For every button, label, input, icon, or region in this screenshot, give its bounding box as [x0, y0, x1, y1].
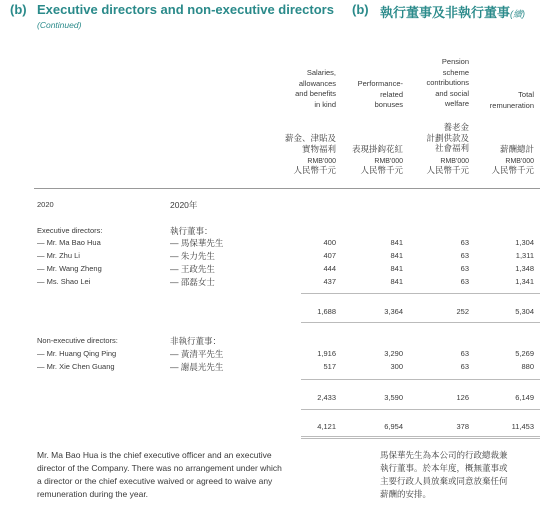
grand-total-bottom-line-2: [301, 438, 540, 439]
col3-header-en: Pension scheme contributions and social welfare: [426, 57, 469, 108]
nonexec-subtotal-bottom-divider: [301, 409, 540, 410]
section-title-en: Executive directors and non-executive directors: [37, 2, 334, 17]
section-marker-cn: (b): [352, 2, 369, 17]
exec-row-pension: 63: [460, 238, 469, 247]
nonexec-row-total: 5,269: [515, 349, 534, 358]
exec-row-bonus: 841: [390, 251, 403, 260]
exec-row-salary: 407: [323, 251, 336, 260]
exec-row-name-en: — Ms. Shao Lei: [37, 277, 91, 286]
col3-header-cn: 養老金 計劃供款及 社會福利: [426, 122, 469, 153]
exec-row-name-cn: — 王政先生: [170, 264, 215, 274]
nonexec-row-pension: 63: [460, 349, 469, 358]
exec-subtotal-total: 5,304: [515, 307, 534, 316]
nonexec-row-name-en: — Mr. Huang Qing Ping: [37, 349, 117, 358]
exec-subtotal-bonus: 3,364: [384, 307, 403, 316]
nonexec-subtotal-pension: 126: [456, 393, 469, 402]
year-en: 2020: [37, 200, 54, 209]
col1-header-cn: 薪金、津貼及 實物福利: [284, 133, 336, 154]
exec-row-name-en: — Mr. Ma Bao Hua: [37, 238, 101, 247]
section-title-cn: [380, 2, 525, 21]
exec-row-name-cn: — 朱力先生: [170, 251, 215, 261]
footnote-en: Mr. Ma Bao Hua is the chief executive officer and an executive director of the Company. There was no arrangement under which a director or the chief executive waived or agreed to waive any remuneration during the year.: [37, 450, 282, 499]
col2-header-cn: 表現掛鈎花紅: [351, 144, 403, 154]
nonexec-row-name-cn: — 黃清平先生: [170, 349, 224, 359]
nonexec-row-total: 880: [521, 362, 534, 371]
exec-row-total: 1,304: [515, 238, 534, 247]
exec-row-total: 1,341: [515, 277, 534, 286]
grand-total-total: 11,453: [511, 422, 534, 431]
col4-header-en: Total remuneration: [489, 90, 534, 110]
continued-label: (Continued): [37, 20, 82, 30]
nonexec-title-en: Non-executive directors:: [37, 336, 118, 345]
col4-header-cn: 薪酬總計: [499, 144, 534, 154]
col3-unit: RMB'000 人民幣千元: [426, 158, 469, 175]
nonexec-subtotal-total: 6,149: [515, 393, 534, 402]
section-marker-en: (b): [10, 2, 27, 17]
exec-title-en: Executive directors:: [37, 226, 103, 235]
exec-row-pension: 63: [460, 264, 469, 273]
nonexec-subtotal-bonus: 3,590: [384, 393, 403, 402]
header-divider: [34, 188, 540, 189]
exec-row-salary: 444: [323, 264, 336, 273]
exec-subtotal-pension: 252: [456, 307, 469, 316]
year-cn: 2020年: [170, 200, 198, 210]
exec-row-bonus: 841: [390, 264, 403, 273]
nonexec-row-name-cn: — 謝晨光先生: [170, 362, 224, 372]
exec-row-name-en: — Mr. Zhu Li: [37, 251, 80, 260]
col4-unit: RMB'000 人民幣千元: [491, 158, 534, 175]
grand-total-pension: 378: [456, 422, 469, 431]
exec-row-name-cn: — 馬保華先生: [170, 238, 224, 248]
exec-row-name-cn: — 邵磊女士: [170, 277, 215, 287]
section-title-cn-text: 執行董事及非執行董事: [380, 5, 511, 20]
grand-total-salary: 4,121: [317, 422, 336, 431]
col1-unit: RMB'000 人民幣千元: [293, 158, 336, 175]
exec-title-cn: 執行董事：: [170, 226, 213, 236]
exec-row-bonus: 841: [390, 277, 403, 286]
exec-row-salary: 437: [323, 277, 336, 286]
section-title-cn-cont: (續): [510, 9, 526, 19]
nonexec-row-name-en: — Mr. Xie Chen Guang: [37, 362, 115, 371]
nonexec-subtotal-divider: [301, 379, 540, 380]
exec-row-total: 1,311: [515, 251, 534, 260]
nonexec-row-salary: 1,916: [317, 349, 336, 358]
exec-subtotal-salary: 1,688: [317, 307, 336, 316]
nonexec-row-bonus: 300: [390, 362, 403, 371]
col1-header-en: Salaries, allowances and benefits in kind: [295, 68, 336, 109]
nonexec-title-cn: 非執行董事：: [170, 336, 222, 346]
exec-row-pension: 63: [460, 251, 469, 260]
grand-total-bonus: 6,954: [384, 422, 403, 431]
footnote-cn: 馬保華先生為本公司的行政總裁兼 執行董事。於本年度，概無董事或 主要行政人員放棄或同意放棄任何 薪酬的安排。: [380, 450, 508, 499]
nonexec-subtotal-salary: 2,433: [317, 393, 336, 402]
col2-unit: RMB'000 人民幣千元: [360, 158, 403, 175]
exec-row-bonus: 841: [390, 238, 403, 247]
exec-row-salary: 400: [323, 238, 336, 247]
exec-row-name-en: — Mr. Wang Zheng: [37, 264, 102, 273]
nonexec-row-pension: 63: [460, 362, 469, 371]
exec-subtotal-bottom-divider: [301, 322, 540, 323]
grand-total-bottom-line-1: [301, 436, 540, 437]
exec-subtotal-divider: [301, 293, 540, 294]
nonexec-row-salary: 517: [323, 362, 336, 371]
exec-row-pension: 63: [460, 277, 469, 286]
col2-header-en: Performance- related bonuses: [357, 79, 403, 109]
exec-row-total: 1,348: [515, 264, 534, 273]
nonexec-row-bonus: 3,290: [384, 349, 403, 358]
